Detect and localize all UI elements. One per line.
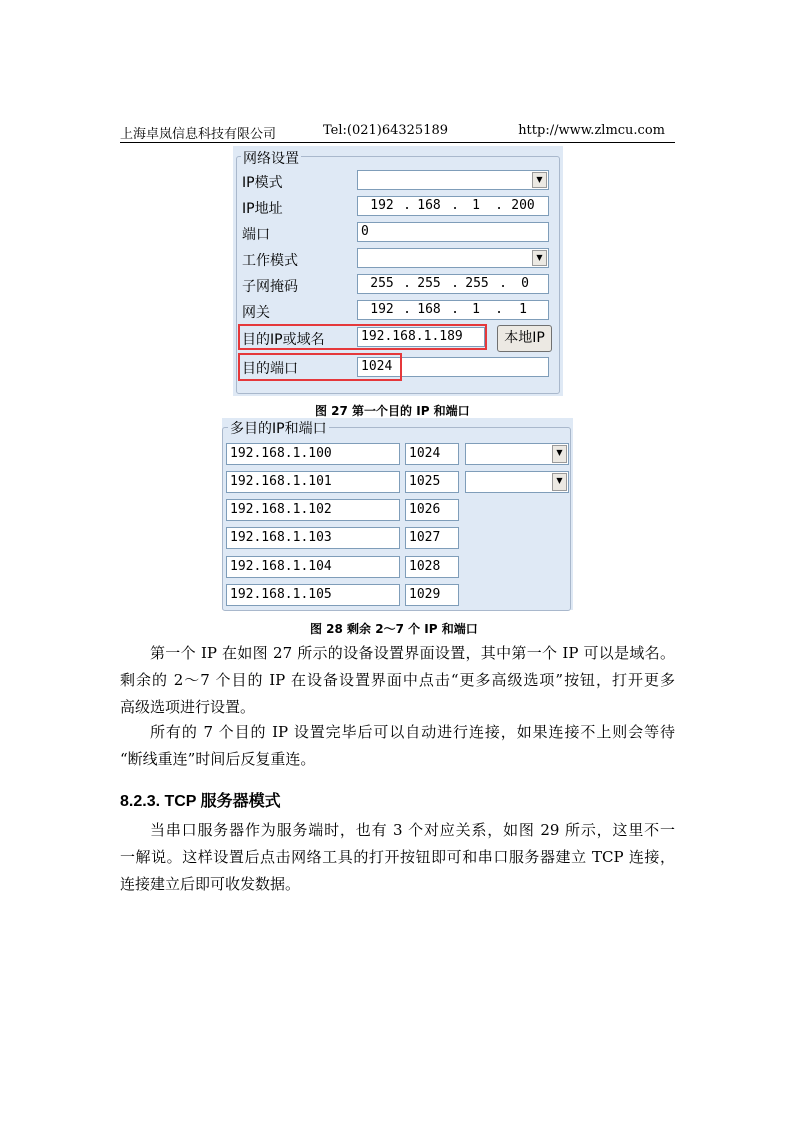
dest-port-row-3[interactable]: 1026 [405,499,459,521]
header-tel: Tel:(021)64325189 [323,123,449,138]
gateway-octet-3: 1 [472,302,480,317]
dest-ip-row-4[interactable]: 192.168.1.103 [226,527,400,549]
paragraph-line: 高级选项进行设置。 [120,698,256,716]
dest-port-highlight [238,353,402,381]
subnet-octet-4: 0 [521,276,529,291]
dest-port-row-1[interactable]: 1024 [405,443,459,465]
section-heading: 8.2.3. TCP 服务器模式 [120,793,281,810]
subnet-octet-1: 255 [370,276,394,291]
multi-dest-legend: 多目的IP和端口 [228,418,329,438]
local-ip-button[interactable]: 本地IP [497,325,552,352]
paragraph-line: 所有的 7 个目的 IP 设置完毕后可以自动进行连接，如果连接不上则会等待 [150,723,675,741]
subnet-mask-input[interactable]: 255 . 255 . 255 . 0 [357,274,549,294]
ip-octet-4: 200 [511,198,535,213]
ip-address-input[interactable]: 192 . 168 . 1 . 200 [357,196,549,216]
paragraph-line: 一解说。这样设置后点击网络工具的打开按钮即可和串口服务器建立 TCP 连接， [120,848,675,866]
subnet-octet-3: 255 [465,276,489,291]
gateway-octet-4: 1 [519,302,527,317]
paragraph-line: 剩余的 2～7 个目的 IP 在设备设置界面中点击“更多高级选项”按钮，打开更多 [120,671,675,689]
page-header [120,120,675,143]
figure-27-caption: 图 27 第一个目的 IP 和端口 [315,404,470,418]
network-settings-legend: 网络设置 [241,148,301,168]
ip-mode-select[interactable] [357,170,549,190]
dest-port-row-4[interactable]: 1027 [405,527,459,549]
port-input[interactable]: 0 [357,222,549,242]
dest-ip-input[interactable]: 192.168.1.189 [357,327,485,347]
dest-ip-label: 目的IP或域名 [242,332,325,348]
dest-ip-row-6[interactable]: 192.168.1.105 [226,584,400,606]
dest-mode-select-2[interactable] [465,471,569,493]
figure-28-caption: 图 28 剩余 2～7 个 IP 和端口 [310,622,478,636]
dest-mode-select-1[interactable] [465,443,569,465]
dest-ip-row-2[interactable]: 192.168.1.101 [226,471,400,493]
paragraph-3 [120,817,675,898]
subnet-mask-label: 子网掩码 [242,279,298,295]
paragraph-line: 第一个 IP 在如图 27 所示的设备设置界面设置，其中第一个 IP 可以是域名。 [150,644,675,662]
paragraph-2 [120,719,675,773]
work-mode-label: 工作模式 [242,253,298,269]
ip-octet-3: 1 [472,198,480,213]
dest-ip-row-5[interactable]: 192.168.1.104 [226,556,400,578]
chevron-down-icon[interactable]: ▼ [532,172,547,188]
dest-ip-highlight [238,324,487,350]
gateway-octet-2: 168 [417,302,441,317]
port-label: 端口 [242,227,270,243]
chevron-down-icon[interactable]: ▼ [532,250,547,266]
chevron-down-icon[interactable]: ▼ [552,473,567,491]
dest-port-input[interactable]: 1024 [357,357,549,377]
paragraph-line: 当串口服务器作为服务端时，也有 3 个对应关系，如图 29 所示，这里不一 [150,821,675,839]
chevron-down-icon[interactable]: ▼ [552,445,567,463]
gateway-input[interactable]: 192 . 168 . 1 . 1 [357,300,549,320]
dest-port-label: 目的端口 [242,361,298,377]
header-url: http://www.zlmcu.com [518,123,665,138]
gateway-octet-1: 192 [370,302,394,317]
work-mode-select[interactable] [357,248,549,268]
dest-port-row-2[interactable]: 1025 [405,471,459,493]
paragraph-line: “断线重连”时间后反复重连。 [120,750,316,768]
network-settings-figure [233,146,563,396]
dest-port-row-5[interactable]: 1028 [405,556,459,578]
ip-mode-label: IP模式 [242,175,283,191]
subnet-octet-2: 255 [417,276,441,291]
gateway-label: 网关 [242,305,270,321]
ip-address-label: IP地址 [242,201,283,217]
paragraph-line: 连接建立后即可收发数据。 [120,875,301,893]
dest-ip-row-3[interactable]: 192.168.1.102 [226,499,400,521]
header-company: 上海卓岚信息科技有限公司 [120,127,277,142]
ip-octet-1: 192 [370,198,394,213]
multi-dest-figure [222,418,573,610]
dest-port-row-6[interactable]: 1029 [405,584,459,606]
ip-octet-2: 168 [417,198,441,213]
paragraph-1 [120,640,675,721]
dest-ip-row-1[interactable]: 192.168.1.100 [226,443,400,465]
